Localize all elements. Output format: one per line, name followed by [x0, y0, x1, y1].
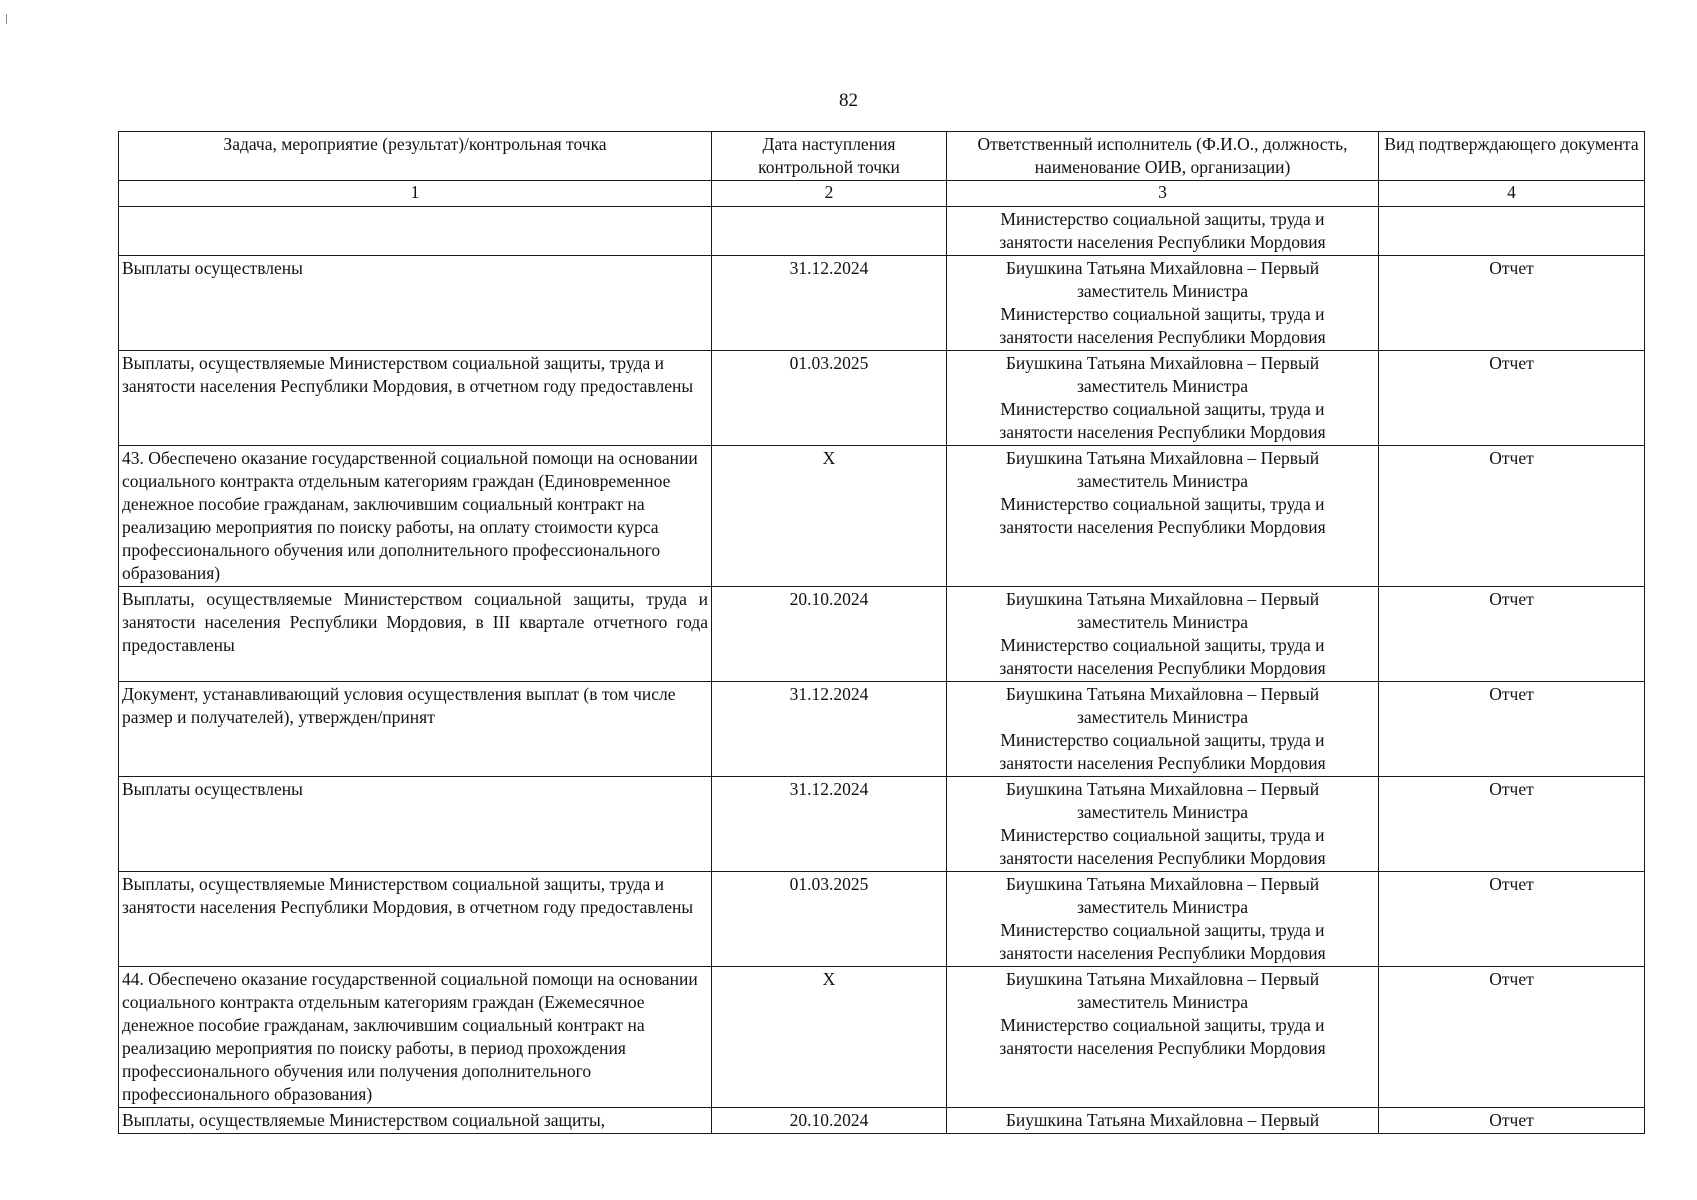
header-executor: Ответственный исполнитель (Ф.И.О., должность, наименование ОИВ, организации) — [947, 132, 1379, 181]
task-cell: Выплаты, осуществляемые Министерством социальной защиты, труда и занятости населения Республики Мордовия, в III квартале отчетного года предоставлены — [119, 587, 712, 682]
executor-person: Биушкина Татьяна Михайловна – Первый заместитель Министра — [1005, 589, 1320, 632]
task-cell: 43. Обеспечено оказание государственной социальной помощи на основании социального контракта отдельным категориям граждан (Единовременное денежное пособие гражданам, заключившим социальный контракт на реализацию мероприятия по поиску работы, на оплату стоимости курса профессионального обучения или дополнительного профессионального образования) — [119, 446, 712, 587]
executor-organization: Министерство социальной защиты, труда и занятости населения Республики Мордовия — [999, 209, 1326, 252]
executor-organization: Министерство социальной защиты, труда и занятости населения Республики Мордовия — [999, 825, 1326, 868]
date-cell: 31.12.2024 — [712, 682, 947, 777]
task-cell: Выплаты, осуществляемые Министерством социальной защиты, труда и занятости населения Республики Мордовия, в отчетном году предоставлены — [119, 872, 712, 967]
document-type-cell: Отчет — [1379, 682, 1645, 777]
task-cell: Выплаты осуществлены — [119, 777, 712, 872]
date-cell — [712, 207, 947, 256]
executor-cell — [947, 682, 1379, 777]
executor-cell — [947, 777, 1379, 872]
executor-cell — [947, 207, 1379, 256]
document-type-cell — [1379, 207, 1645, 256]
table-row — [119, 1108, 1645, 1134]
control-points-table — [118, 131, 1645, 1134]
task-cell: 44. Обеспечено оказание государственной социальной помощи на основании социального контракта отдельным категориям граждан (Ежемесячное денежное пособие гражданам, заключившим социальный контракт на реализацию мероприятия по поиску работы, в период прохождения профессионального обучения или получения дополнительного профессионального образования) — [119, 967, 712, 1108]
column-number: 3 — [947, 181, 1379, 207]
table-row — [119, 207, 1645, 256]
document-type-cell: Отчет — [1379, 351, 1645, 446]
table-row — [119, 967, 1645, 1108]
document-type-cell: Отчет — [1379, 256, 1645, 351]
document-type-cell: Отчет — [1379, 967, 1645, 1108]
task-cell: Документ, устанавливающий условия осуществления выплат (в том числе размер и получателей), утвержден/принят — [119, 682, 712, 777]
executor-organization: Биушкина Татьяна Михайловна – Первый — [1005, 1110, 1320, 1130]
date-cell: 31.12.2024 — [712, 777, 947, 872]
task-cell: Выплаты, осуществляемые Министерством социальной защиты, труда и занятости населения Республики Мордовия, в отчетном году предоставлены — [119, 351, 712, 446]
table-row — [119, 872, 1645, 967]
executor-cell — [947, 351, 1379, 446]
task-cell: Выплаты, осуществляемые Министерством социальной защиты, — [119, 1108, 712, 1134]
executor-person: Биушкина Татьяна Михайловна – Первый заместитель Министра — [1005, 969, 1320, 1012]
table-row — [119, 682, 1645, 777]
date-cell: 20.10.2024 — [712, 587, 947, 682]
date-cell: X — [712, 446, 947, 587]
document-type-cell: Отчет — [1379, 1108, 1645, 1134]
executor-organization: Министерство социальной защиты, труда и занятости населения Республики Мордовия — [999, 920, 1326, 963]
document-type-cell: Отчет — [1379, 872, 1645, 967]
date-cell: 31.12.2024 — [712, 256, 947, 351]
document-type-cell: Отчет — [1379, 446, 1645, 587]
page-number: 82 — [839, 90, 858, 111]
task-cell — [119, 207, 712, 256]
executor-organization: Министерство социальной защиты, труда и занятости населения Республики Мордовия — [999, 399, 1326, 442]
column-number-row — [119, 181, 1645, 207]
executor-cell — [947, 587, 1379, 682]
date-cell: 01.03.2025 — [712, 872, 947, 967]
task-cell: Выплаты осуществлены — [119, 256, 712, 351]
document-type-cell: Отчет — [1379, 587, 1645, 682]
executor-person: Биушкина Татьяна Михайловна – Первый заместитель Министра — [1005, 874, 1320, 917]
column-number: 2 — [712, 181, 947, 207]
executor-cell — [947, 256, 1379, 351]
column-number: 1 — [119, 181, 712, 207]
executor-cell — [947, 1108, 1379, 1134]
table-body — [119, 207, 1645, 1134]
table-row — [119, 446, 1645, 587]
header-document-type: Вид подтверждающего документа — [1379, 132, 1645, 181]
header-task: Задача, мероприятие (результат)/контрольная точка — [119, 132, 712, 181]
executor-person: Биушкина Татьяна Михайловна – Первый заместитель Министра — [1005, 258, 1320, 301]
executor-cell — [947, 872, 1379, 967]
executor-cell — [947, 446, 1379, 587]
column-number: 4 — [1379, 181, 1645, 207]
date-cell: 20.10.2024 — [712, 1108, 947, 1134]
scan-mark — [6, 14, 7, 24]
executor-cell — [947, 967, 1379, 1108]
document-type-cell: Отчет — [1379, 777, 1645, 872]
table-header-row — [119, 132, 1645, 181]
date-cell: 01.03.2025 — [712, 351, 947, 446]
executor-organization: Министерство социальной защиты, труда и занятости населения Республики Мордовия — [999, 730, 1326, 773]
date-cell: X — [712, 967, 947, 1108]
header-date: Дата наступления контрольной точки — [712, 132, 947, 181]
table-row — [119, 256, 1645, 351]
executor-person: Биушкина Татьяна Михайловна – Первый заместитель Министра — [1005, 448, 1320, 491]
executor-organization: Министерство социальной защиты, труда и занятости населения Республики Мордовия — [999, 304, 1326, 347]
table-row — [119, 587, 1645, 682]
executor-person: Биушкина Татьяна Михайловна – Первый заместитель Министра — [1005, 779, 1320, 822]
table-row — [119, 351, 1645, 446]
executor-organization: Министерство социальной защиты, труда и занятости населения Республики Мордовия — [999, 494, 1326, 537]
executor-organization: Министерство социальной защиты, труда и занятости населения Республики Мордовия — [999, 1015, 1326, 1058]
executor-person: Биушкина Татьяна Михайловна – Первый заместитель Министра — [1005, 353, 1320, 396]
executor-person: Биушкина Татьяна Михайловна – Первый заместитель Министра — [1005, 684, 1320, 727]
table-row — [119, 777, 1645, 872]
executor-organization: Министерство социальной защиты, труда и занятости населения Республики Мордовия — [999, 635, 1326, 678]
